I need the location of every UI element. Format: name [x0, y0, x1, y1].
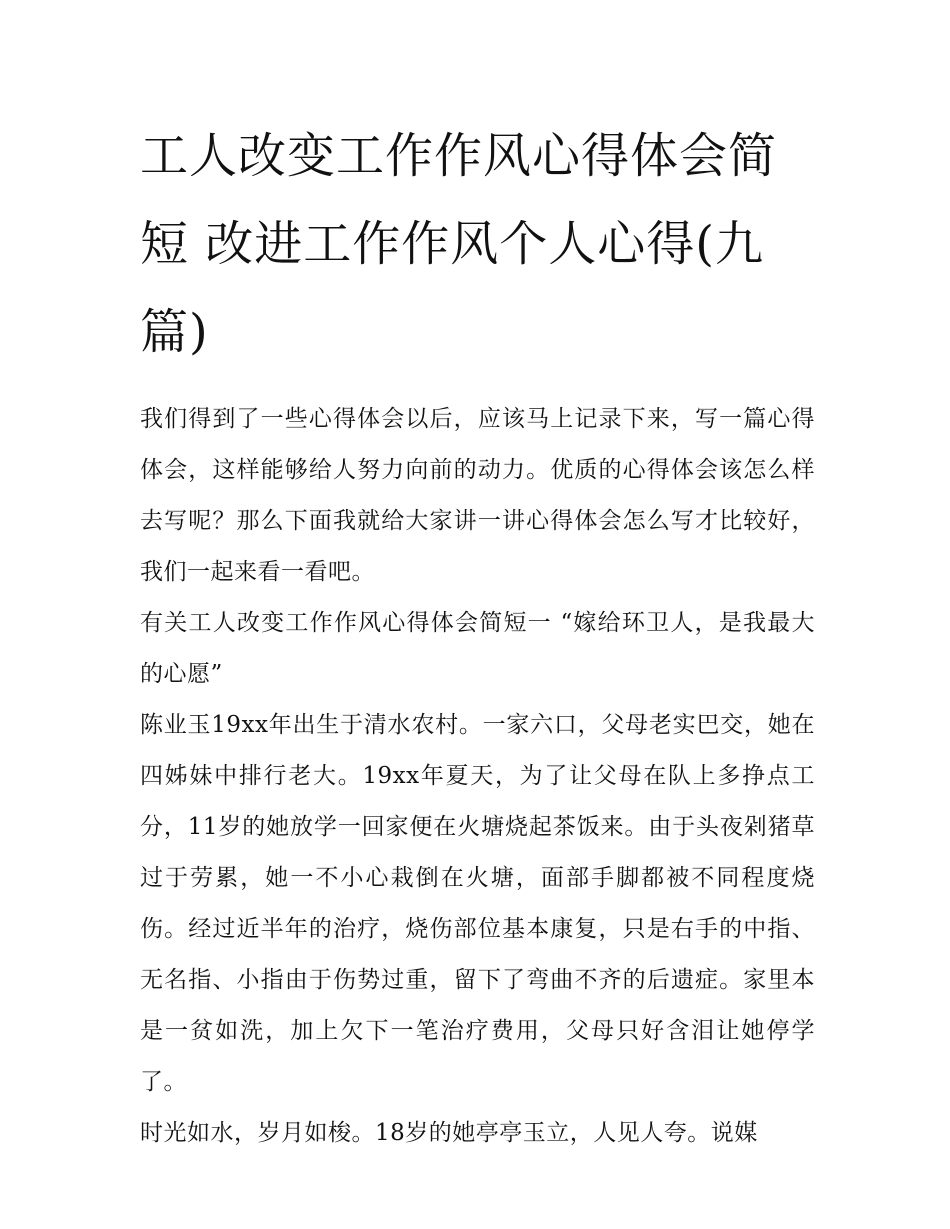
- paragraph-section-heading: 有关工人改变工作作风心得体会简短一 “嫁给环卫人，是我最大的心愿”: [140, 610, 815, 687]
- paragraph-intro: 我们得到了一些心得体会以后，应该马上记录下来，写一篇心得体会，这样能够给人努力向前的动力。优质的心得体会该怎么样去写呢？那么下面我就给大家讲一讲心得体会怎么写才比较好，我们一起来看一看吧。: [140, 406, 815, 585]
- document-title: 工人改变工作作风心得体会简短 改进工作作风个人心得(九篇): [140, 128, 778, 360]
- document-body: [140, 112, 815, 1159]
- paragraph-continuation: 时光如水，岁月如梭。18岁的她亭亭玉立，人见人夸。说媒: [140, 1120, 758, 1146]
- paragraph-story: 陈业玉19xx年出生于清水农村。一家六口，父母老实巴交，她在四姊妹中排行老大。19xx年夏天，为了让父母在队上多挣点工分，11岁的她放学一回家便在火塘烧起茶饭来。由于头夜剁猪草过于劳累，她一不小心栽倒在火塘，面部手脚都被不同程度烧伤。经过近半年的治疗，烧伤部位基本康复，只是右手的中指、无名指、小指由于伤势过重，留下了弯曲不齐的后遗症。家里本是一贫如洗，加上欠下一笔治疗费用，父母只好含泪让她停学了。: [140, 712, 815, 1095]
